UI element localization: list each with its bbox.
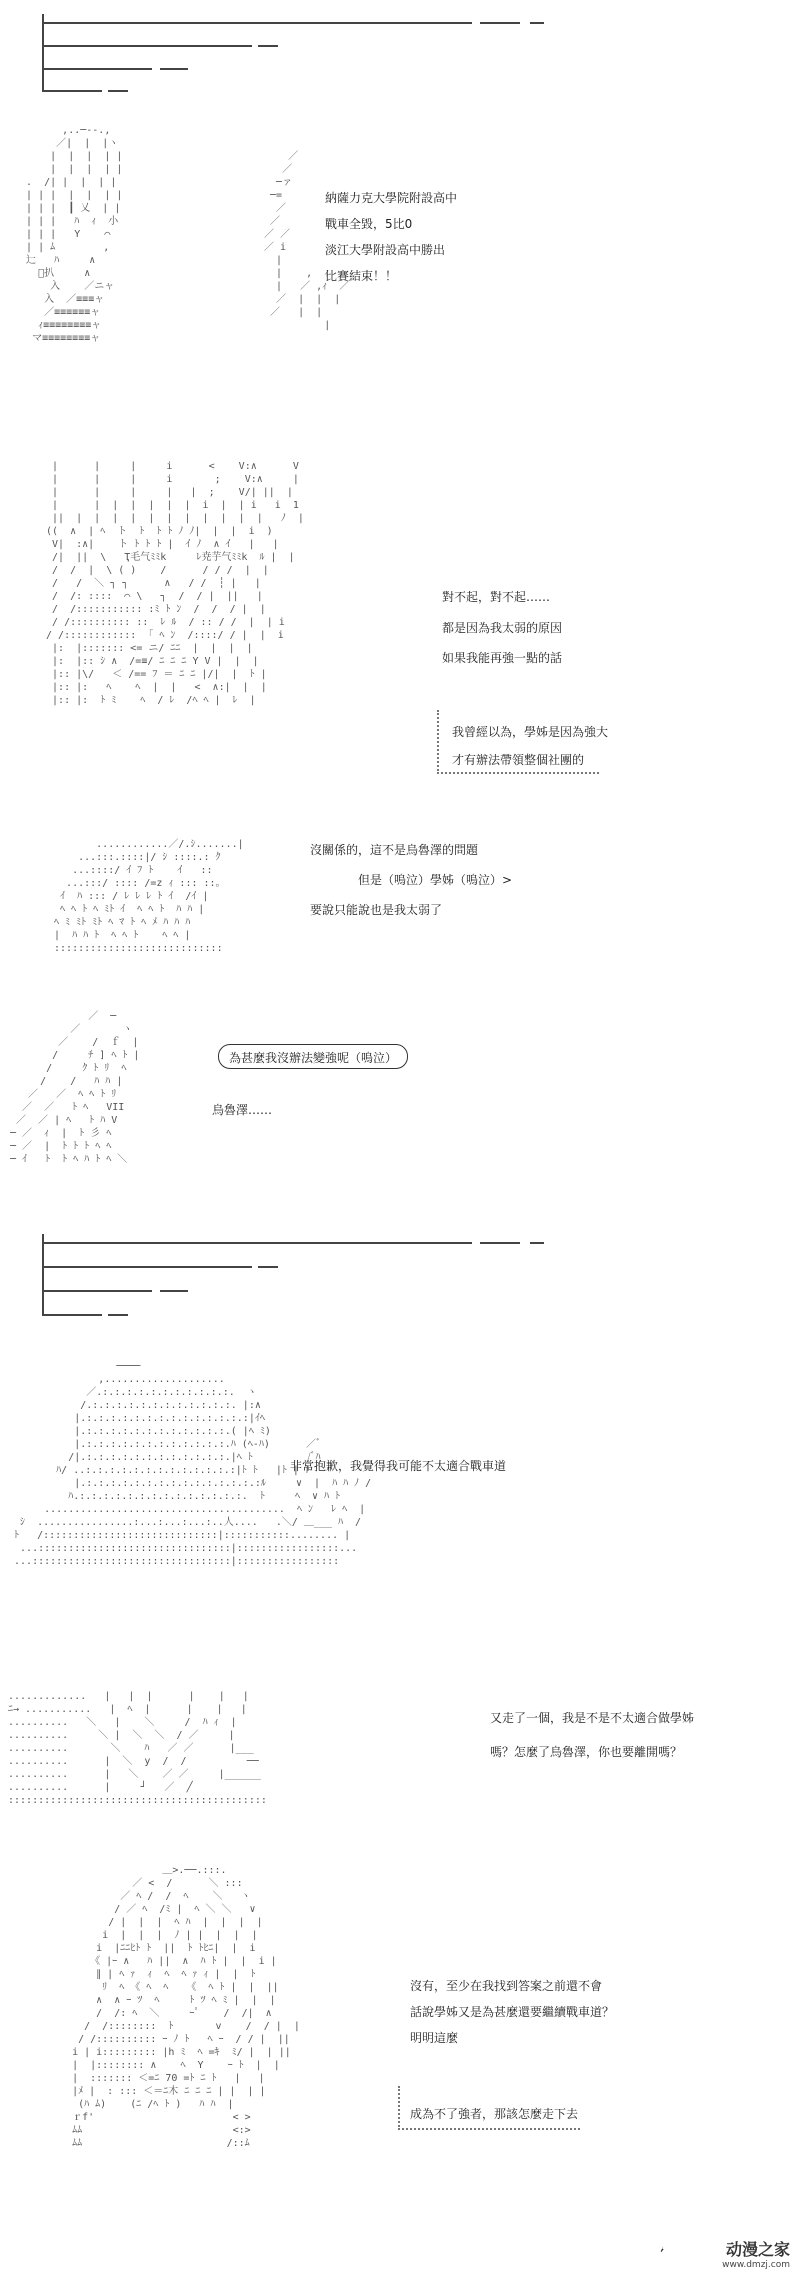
header-rule-3-tail	[160, 68, 188, 70]
header-rule-1-tail	[480, 22, 520, 24]
hand-ascii-art: ,..─--., ／| | |ヽ | | | | | | | | | | . /| | | | | | | | | | | | | | | ┃ 乂 | | | | | ﾊ ｨ 小 | | | Y ⌒ | | ﾑ , 辷 ﾊ ∧ ﾞ扒 ∧ 入 ／ニャ 入 ／≡≡≡ャ ／≡≡≡≡≡≡ャ ｨ≡≡≡≡≡≡≡≡ャ マ≡≡≡≡≡≡≡≡ャ	[26, 125, 123, 344]
bubble-text: 為甚麼我沒辦法變強呢（嗚泣）	[229, 1051, 398, 1065]
header-rule-8	[42, 1314, 102, 1316]
consoling-line-2: 但是（嗚泣）學姊（嗚泣）>	[358, 873, 513, 887]
header-rule-2	[42, 45, 252, 47]
result-line-3: 淡江大學附設高中勝出	[325, 243, 446, 257]
consoling-line-3: 要說只能說也是我太弱了	[310, 903, 443, 917]
leaving-member-ascii-art: ──── ,.................... ／.:.:.:.:.:.:.:.:.:.:.:. ヽ /.:.:.:.:.:.:.:.:.:.:.:.:. |:∧ |.:.:.:.:.:.:.:.:.:.:.:.:.:.:|ｲﾍ |.:.:.:.:.:.:.:.:.:.:.:.:.( |ﾍ ﾐ) |.:.:.:.:.:.:.:.:.:.:.:.:.ﾊ (ﾍ-ﾊ) ／ﾞ /|.:.:.:.:.:.:.:.:.:.:.:.:.|ﾍ ﾄ /ﾞﾊ ﾊ/ ..:.:.:.:.:.:.:.:.:.:.:.:.:|ﾄ ﾄ |ﾄ | ﾄ |.:.:.:.:.:.:.:.:.:.:.:.:.:.:.:ﾙ ∨ | ﾊ ﾊ ﾉ / ﾊ.:.:.:.:.:.:.:.:.:.:.:.:.:.:. ﾄ ﾍ ∨ ﾊ ﾄ ........................................ ﾍ ﾝ ﾚ ﾍ | ｼ ................:...:...:...:..人.... .＼/ ＿___ ﾊ / ﾄ /:::::::::::::::::::::::::::::|:::::::::::........ | ...::::::::::::::::::::::::::::::::|:::::::::::::::::... ...:::::::::::::::::::::::::::::::::|:::::::::::::::::	[14, 1361, 372, 1567]
result-line-4: 比賽結束！！	[325, 269, 398, 283]
result-line-1: 納薩力克大學院附設高中	[325, 191, 458, 205]
senpai-sad-line-2: 嗎？怎麼了烏魯澤，你也要離開嗎？	[490, 1745, 683, 1759]
dmzj-logo-icon	[660, 2232, 682, 2266]
senpai-sad-line-1: 又走了一個，我是不是不太適合做學姊	[490, 1711, 695, 1725]
apology-line-3: 如果我能再強一點的話	[442, 651, 563, 665]
uluze-name-line: 烏魯澤……	[212, 1103, 273, 1117]
final-line-1: 沒有，至少在我找到答案之前還不會	[410, 1979, 603, 1993]
header-rule-7	[42, 1290, 152, 1292]
senpai-sad-ascii-art: ............. | | | | | | ﾆ→ ........... | ﾍ | | | | .......... ＼ | ＼ / ﾊ ｨ | .......... ＼ | ＼ ＼ / ／ | .......... ＼ ﾊ ／ ／ |___ .......... | ＼ y / / ── .......... | ＼ ／ ／ |______ .......... | ┘ ／ ╱ :::::::::::::::::::::::::::::::::::::::::::	[8, 1691, 267, 1806]
header-rule-6	[42, 1266, 252, 1268]
header-rule-6-tail	[258, 1266, 278, 1268]
header-rule-2-tail	[258, 45, 278, 47]
final-line-4: 成為不了強者，那該怎麼走下去	[410, 2107, 579, 2121]
leaving-line: 非常抱歉，我覺得我可能不太適合戰車道	[290, 1459, 507, 1473]
apology-line-1: 對不起，對不起……	[442, 590, 551, 604]
consoling-line-1: 沒關係的，這不是烏魯澤的問題	[310, 843, 479, 857]
final-girl-ascii-art: ＿>.──.:::. ／ < / ＼ ::: ／ ﾍ / / ﾍ ＼ ヽ / ／ ﾍ /ﾐ | ﾍ ＼ ＼ ∨ / | | | ﾍ ﾊ | | | | i | | | ﾉ | | | | | i |ﾆﾆﾋﾄ ﾄ || ﾄ ﾄﾋﾆ| | i 《 |ｰ ∧ ﾊ || ∧ ﾊ ﾄ | | i | ∥ | ﾍ ｧ ｨ ﾍ ﾍ ｧ ｨ | | ﾄ ﾘ ﾍ 《 ﾍ ﾍ 《 ﾍ ﾄ | | || ∧ ∧ ｰ ﾂ ﾍ ﾄ ﾂ ﾍ ﾐ | | | / /: ﾍ ＼ ｰﾟ / /| ∧ / /:::::::: ﾄ v / / | | / /:::::::::: ｰ ﾉ ﾄ ﾍ ｰ / / | || i | i::::::::: |h ﾐ ﾍ =ｷ ﾐ/ | | || | |:::::::: ∧ ﾍ Y ｰ ﾄ | | | ::::::: ＜=ﾆ 70 =ﾄ ﾆ ﾄ | | |ﾒ | : ::: ＜＝ﾆ木 ﾆ ﾆ ﾆ | | | | (ﾊ ﾑ) (ﾆ /ﾍ ﾄ ) ﾊ ﾊ | ｒf' < > ﾑﾑ <:> ﾑﾑ /::ﾑ	[72, 1865, 300, 2149]
header-rule-4-tail	[108, 90, 128, 92]
header-rule-7-tail	[160, 1290, 188, 1292]
thought-line-2: 才有辦法帶領整個社團的	[452, 753, 585, 767]
header-rule-5	[42, 1242, 472, 1244]
uluze-ascii-art: ／ ─ ／ ヽ ／ / ｆ | / ﾁ ] ﾍ ﾄ | / ｸ ﾄ ﾘ ﾍ / / ﾊ ﾊ | ／ ／ ﾍ ﾍ ﾄ ﾘ ／ ／ ﾄ ﾍ VII ／ ／ | ﾍ ﾄ ﾊ V ─ ／ ｨ | ﾄ 彡 ﾍ ─ ／ | ﾄ ﾄ ﾄ ﾍ ﾍ ─ ｲ ﾄ ﾄ ﾍ ﾊ ﾄ ﾍ ＼	[10, 1011, 140, 1165]
thought-line-1: 我曾經以為，學姊是因為強大	[452, 725, 609, 739]
scratch-marks-art: ／ ／ ─ァ ─= ／ ／ ／ ／ ／ i | | , ｨ | ／ ,ｨ ／ ／ | | | ／ | | |	[264, 151, 350, 331]
watermark-url: www.dmzj.com	[722, 2260, 790, 2270]
senpai-ascii-art: ............／/.ｼ.......| ...:::.::::|/ ｼ ::::.: ｸ ...::::/ ｲ ﾌ ﾄ ｲ :: ...:::/ :::: /=z ｨ ::: ::｡ ｲ ﾊ ::: / ﾚ ﾚ ﾚ ﾄ ｲ /ｲ | ﾍ ﾍ ﾄ ﾍ ﾐﾄ ｲ ﾍ ﾍ ﾄ ﾊ ﾊ | ﾍ ﾐ ﾐﾄ ﾐﾄ ﾍ ﾏ ﾄ ﾍ ﾒ ﾊ ﾊ ﾊ | ﾊ ﾊ ﾄ ﾍ ﾍ ﾄ ﾍ ﾍ | ::::::::::::::::::::::::::::	[54, 839, 244, 954]
header-rule-1-tail2	[530, 22, 544, 24]
apology-line-2: 都是因為我太弱的原因	[442, 621, 563, 635]
header-rule-left-2	[42, 1234, 44, 1316]
final-line-3: 明明這麼	[410, 2031, 459, 2045]
header-rule-8-tail	[108, 1314, 128, 1316]
final-line-2: 話說學姊又是為甚麼還要繼續戰車道？	[410, 2005, 615, 2019]
speech-bubble	[218, 1044, 408, 1069]
watermark-brand: 动漫之家	[725, 2240, 790, 2259]
header-rule-5-tail	[480, 1242, 520, 1244]
header-rule-left	[42, 14, 44, 92]
result-line-2: 戰車全毀，5比0	[325, 217, 413, 231]
header-rule-5-tail2	[530, 1242, 544, 1244]
crying-girl-ascii-art: | | | i < V:∧ V | | | i ; V:∧ | | | | | | ; V/| || | | | | | | | | i | | i i 1 || | | | | | | | | | | | ﾉ | (( ∧ | ﾍ ト ﾄ ﾄ ﾄ ﾉ ﾉ| | | i ) V| :∧| ト ﾄ ﾄ ﾄ | ｲ ﾉ ∧ ｲ | | /| || \ Ҭ毛气ﾐﾐk ﾚ尭芋气ﾐﾐk ﾙ | | / / | \ ( ) / / / / | | / / ＼ ┐ ┐ ∧ / / ┆ | | / /: :::: ⌒ \ ┐ / / | || | / /::::::::::: :ﾐ ﾄ ﾝ / / / | | / /:::::::::: :: ﾚ ﾙ / :: / / | | i / /:::::::::::: ｢ ﾍ ﾝ /::::/ / | | i |: |::::::: <= ニ/ ﾆﾆ | | | | |: |:: ｼ ∧ /=≡/ ﾆ ﾆ ﾆ Y V | | | |:: |\/ ＜ /== ﾌ ＝ ﾆ ﾆ |/| | ﾄ | |:: |: ﾍ ﾍ | | < ∧:| | | |:: |: ﾄ ﾐ ﾍ / ﾚ /ﾍ ﾍ | ﾚ |	[46, 461, 304, 706]
header-rule-4	[42, 90, 102, 92]
header-rule-1	[42, 22, 472, 24]
header-rule-3	[42, 68, 152, 70]
